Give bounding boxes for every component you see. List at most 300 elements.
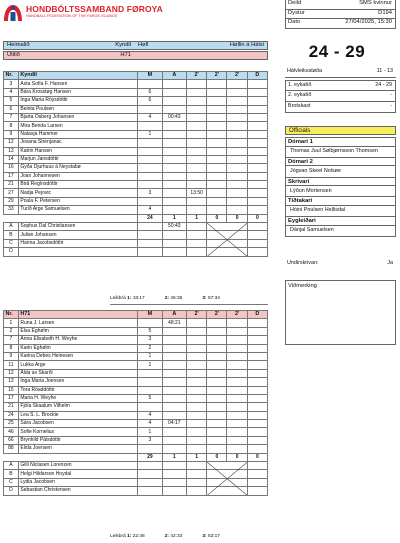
player-name: Inga Maria Róysdóttir xyxy=(18,97,137,105)
table-row xyxy=(4,361,268,369)
stat-cell xyxy=(138,378,162,386)
staff-row xyxy=(4,248,268,256)
col-header: 2' xyxy=(227,311,247,319)
stat-cell xyxy=(207,172,227,180)
stat-cell xyxy=(247,130,267,138)
stat-cell xyxy=(247,181,267,189)
stat-value: - xyxy=(390,92,392,99)
stat-cell xyxy=(247,411,267,419)
staff-name: Gilli Niclasen Lorenzen xyxy=(18,462,137,470)
away-player-table xyxy=(3,310,268,496)
stat-cell xyxy=(247,403,267,411)
total-cell: 1 xyxy=(162,453,186,461)
stat-cell xyxy=(207,336,227,344)
stat-cell xyxy=(227,88,247,96)
staff-cell xyxy=(138,231,162,239)
table-row xyxy=(4,122,268,130)
timeout-time: 46:35 xyxy=(170,296,183,301)
total-cell: 0 xyxy=(207,214,227,222)
player-name: Asta Sofía F. Hansen xyxy=(18,80,137,88)
staff-cell xyxy=(247,239,267,247)
away-label: Útilið xyxy=(7,51,20,58)
stat-cell xyxy=(207,206,227,214)
stat-cell xyxy=(162,344,186,352)
stat-key: 1. eykatíð xyxy=(288,81,312,88)
stat-cell xyxy=(207,361,227,369)
stat-cell xyxy=(207,394,227,402)
stat-cell xyxy=(247,394,267,402)
stat-cell xyxy=(227,122,247,130)
signature-value: Ja xyxy=(387,259,393,266)
stat-cell xyxy=(187,113,207,121)
table-row xyxy=(4,445,268,453)
info-value: D194 xyxy=(378,9,392,16)
staff-row xyxy=(4,231,268,239)
stat-cell xyxy=(227,445,247,453)
staff-letter: C xyxy=(4,478,19,486)
player-number: 7 xyxy=(4,113,19,121)
stat-cell xyxy=(207,369,227,377)
player-number: 8 xyxy=(4,344,19,352)
stat-cell xyxy=(187,181,207,189)
staff-cell xyxy=(247,470,267,478)
stat-cell xyxy=(138,369,162,377)
table-header-row xyxy=(4,311,268,319)
stat-cell: 4 xyxy=(138,420,162,428)
match-stats xyxy=(285,67,396,113)
player-name: Lea S. L. Brockie xyxy=(18,411,137,419)
staff-cell xyxy=(247,223,267,231)
stat-cell xyxy=(207,327,227,335)
table-row xyxy=(4,189,268,197)
staff-name: Hanna Jacobsdóttir xyxy=(18,239,137,247)
total-cell: 24 xyxy=(138,214,162,222)
stat-cell xyxy=(207,420,227,428)
stat-cell xyxy=(162,445,186,453)
stat-cell xyxy=(187,386,207,394)
staff-letter: D xyxy=(4,487,19,495)
stat-cell xyxy=(227,155,247,163)
table-row xyxy=(4,411,268,419)
staff-cross-cell xyxy=(207,231,247,239)
stat-cell xyxy=(247,344,267,352)
staff-cell xyxy=(138,478,162,486)
player-number: 17 xyxy=(4,394,19,402)
player-name: Poula F. Petersen xyxy=(18,197,137,205)
match-info-box xyxy=(285,0,396,29)
col-header: D xyxy=(247,311,267,319)
totals-row xyxy=(4,453,268,461)
table-row xyxy=(4,130,268,138)
stat-cell xyxy=(162,139,186,147)
player-name: Karina Debes Heinesen xyxy=(18,352,137,360)
stat-cell: 1 xyxy=(138,361,162,369)
stat-cell xyxy=(187,147,207,155)
stat-cell xyxy=(187,206,207,214)
stat-cell xyxy=(187,172,207,180)
stat-cell xyxy=(247,336,267,344)
stat-cell xyxy=(227,113,247,121)
staff-cell xyxy=(187,478,207,486)
player-number: 13 xyxy=(4,147,19,155)
stat-cell xyxy=(162,105,186,113)
stat-cell xyxy=(247,155,267,163)
staff-cell xyxy=(187,248,207,256)
player-name: Elsa Eghølm xyxy=(18,327,137,335)
stat-cell xyxy=(162,436,186,444)
player-name: Jovana Strenjanac xyxy=(18,139,137,147)
player-number: 9 xyxy=(4,130,19,138)
staff-row xyxy=(4,470,268,478)
timeout-item xyxy=(110,535,145,540)
stat-cell xyxy=(162,130,186,138)
stat-key: Hálvleiksstøða xyxy=(287,68,323,75)
stat-cell xyxy=(162,386,186,394)
timeout-item xyxy=(165,535,183,540)
stat-cell xyxy=(162,197,186,205)
player-number: 66 xyxy=(4,436,19,444)
stat-cell xyxy=(207,403,227,411)
home-timeouts xyxy=(110,297,220,302)
player-number: 17 xyxy=(4,172,19,180)
table-row xyxy=(4,327,268,335)
player-name: Natasja Hammer xyxy=(18,130,137,138)
player-name: Alda av Skarði xyxy=(18,369,137,377)
table-row xyxy=(4,80,268,88)
table-row xyxy=(4,386,268,394)
stat-cell xyxy=(187,445,207,453)
stat-cell xyxy=(247,420,267,428)
stat-cell xyxy=(247,206,267,214)
stat-row xyxy=(285,80,396,91)
stat-cell xyxy=(162,336,186,344)
stat-cell xyxy=(207,80,227,88)
staff-cell xyxy=(247,478,267,486)
stat-cell xyxy=(227,344,247,352)
stat-cell xyxy=(227,319,247,327)
timeout-time: 57:34 xyxy=(207,296,220,301)
stat-cell xyxy=(247,105,267,113)
staff-name: Sophus Dal Christiansen xyxy=(18,223,137,231)
player-number: 7 xyxy=(4,336,19,344)
home-team-name: Høll xyxy=(138,41,149,48)
player-name: Fjóla Skaalum Vilhelm xyxy=(18,403,137,411)
stat-cell xyxy=(187,394,207,402)
staff-name: Sebastian Christensen xyxy=(18,487,137,495)
stat-cell xyxy=(227,411,247,419)
stat-cell xyxy=(138,197,162,205)
stat-key: 2. eykatíð xyxy=(288,92,312,99)
player-number: 88 xyxy=(4,445,19,453)
staff-cell xyxy=(138,462,162,470)
stat-cell xyxy=(227,97,247,105)
stat-cell xyxy=(207,181,227,189)
col-header: Á xyxy=(162,311,186,319)
remarks-label: Viðmerking xyxy=(288,283,317,289)
player-number: 24 xyxy=(4,411,19,419)
stat-cell xyxy=(162,394,186,402)
official-name: Jógvan Skeel Nolsøe xyxy=(286,166,395,177)
stat-cell xyxy=(227,80,247,88)
staff-cell xyxy=(187,462,207,470)
stat-cell xyxy=(162,206,186,214)
stat-cell xyxy=(207,189,227,197)
player-number: 8 xyxy=(4,122,19,130)
staff-row xyxy=(4,239,268,247)
player-name: Bjarta Osberg Johansen xyxy=(18,113,137,121)
table-row xyxy=(4,155,268,163)
staff-letter: D xyxy=(4,248,19,256)
stat-cell xyxy=(227,436,247,444)
stat-cell xyxy=(162,428,186,436)
table-row xyxy=(4,172,268,180)
staff-cell xyxy=(247,487,267,495)
table-header-row xyxy=(4,72,268,80)
stat-cell xyxy=(227,197,247,205)
player-number: 3 xyxy=(4,80,19,88)
stat-cell xyxy=(207,164,227,172)
stat-cell xyxy=(162,369,186,377)
stat-cell xyxy=(207,105,227,113)
stat-cell xyxy=(227,327,247,335)
stat-cell xyxy=(227,189,247,197)
total-cell: 1 xyxy=(187,214,207,222)
stat-cell: 4 xyxy=(138,206,162,214)
org-name: HONDBÓLTSSAMBAND FØROYA xyxy=(26,4,163,14)
stat-cell xyxy=(227,181,247,189)
stat-cell xyxy=(227,139,247,147)
timeout-number: 1: xyxy=(127,534,133,539)
stat-cell: 6 xyxy=(138,97,162,105)
col-nr: Nr. xyxy=(4,72,19,80)
col-header: D xyxy=(247,72,267,80)
player-name: Karin Eghølm xyxy=(18,344,137,352)
col-header: M xyxy=(138,72,162,80)
stat-cell xyxy=(187,164,207,172)
stat-cell xyxy=(162,181,186,189)
home-label: Heimalið xyxy=(7,41,30,48)
total-cell: 0 xyxy=(247,214,267,222)
table-row xyxy=(4,336,268,344)
stat-cell xyxy=(138,122,162,130)
table-row xyxy=(4,147,268,155)
info-value: SMS kvinnur xyxy=(359,0,392,7)
col-team: Kyndil xyxy=(18,72,137,80)
player-name: Runa J. Larsen xyxy=(18,319,137,327)
stat-cell: 4 xyxy=(138,113,162,121)
staff-name: Julian Johansen xyxy=(18,231,137,239)
staff-cross-cell xyxy=(207,487,247,495)
stat-cell xyxy=(187,344,207,352)
stat-cell: 5 xyxy=(138,394,162,402)
timeout-item xyxy=(202,535,220,540)
timeout-time: 22:48 xyxy=(132,534,145,539)
table-row xyxy=(4,113,268,121)
staff-cell xyxy=(247,248,267,256)
stat-key: Brotskast xyxy=(288,103,311,110)
stat-cell: 00:43 xyxy=(162,113,186,121)
stat-cell xyxy=(247,113,267,121)
timeout-number: 2: xyxy=(164,534,171,539)
stat-cell xyxy=(187,420,207,428)
stat-cell xyxy=(247,147,267,155)
staff-cell xyxy=(187,487,207,495)
staff-cell xyxy=(138,239,162,247)
timeout-item xyxy=(165,297,183,302)
player-name: Marjun Jansdóttir xyxy=(18,155,137,163)
stat-cell xyxy=(247,164,267,172)
total-cell: 0 xyxy=(227,453,247,461)
staff-name: Helgi Hildarson Hoydal xyxy=(18,470,137,478)
stat-cell xyxy=(162,147,186,155)
timeout-number: 3: xyxy=(202,296,208,301)
stat-cell xyxy=(187,319,207,327)
stat-cell xyxy=(187,105,207,113)
table-row xyxy=(4,420,268,428)
timeout-number: 1: xyxy=(127,296,133,301)
stat-cell xyxy=(247,189,267,197)
stat-cell xyxy=(187,80,207,88)
stat-cell xyxy=(138,139,162,147)
player-name: Inga Maria Joensen xyxy=(18,378,137,386)
home-team-bar xyxy=(3,41,268,50)
officials-list xyxy=(285,137,396,237)
stat-cell xyxy=(207,319,227,327)
stat-cell xyxy=(207,139,227,147)
info-row xyxy=(286,19,395,29)
stat-cell xyxy=(247,97,267,105)
staff-row xyxy=(4,478,268,486)
stat-cell xyxy=(227,352,247,360)
player-name: Joan Johannesen xyxy=(18,172,137,180)
stat-cell: 04:17 xyxy=(162,420,186,428)
official-name: Lýðun Mortensen xyxy=(286,186,395,197)
staff-cell xyxy=(162,231,186,239)
signature-label: Undirskrivan: xyxy=(287,259,319,266)
player-name: Birã Regínsdóttir xyxy=(18,181,137,189)
stat-cell xyxy=(187,122,207,130)
stat-cell xyxy=(247,80,267,88)
stat-cell xyxy=(138,147,162,155)
stat-cell xyxy=(227,130,247,138)
player-number: 11 xyxy=(4,361,19,369)
stat-cell: 3 xyxy=(138,436,162,444)
player-number: 6 xyxy=(4,105,19,113)
staff-letter: B xyxy=(4,231,19,239)
official-role: Skrivari xyxy=(286,178,395,187)
remarks-box xyxy=(285,280,396,345)
player-name: Gyða Djurhuus á Neystabø xyxy=(18,164,137,172)
stat-cell xyxy=(247,436,267,444)
table-row xyxy=(4,403,268,411)
staff-cell: 50:43 xyxy=(162,223,186,231)
venue-name: Høllin á Hálsi xyxy=(229,41,264,48)
stat-cell xyxy=(187,139,207,147)
col-team: H71 xyxy=(18,311,137,319)
stat-cell xyxy=(187,428,207,436)
stat-cell: 3 xyxy=(138,189,162,197)
stat-cell xyxy=(207,428,227,436)
stat-cell xyxy=(187,369,207,377)
stat-cell: 3 xyxy=(138,336,162,344)
stat-value: 11 - 13 xyxy=(376,68,393,75)
player-number: 12 xyxy=(4,369,19,377)
stat-cell xyxy=(162,403,186,411)
staff-cell xyxy=(162,487,186,495)
staff-cross-cell xyxy=(207,223,247,231)
player-name: Brynhild Pálsdóttir xyxy=(18,436,137,444)
stat-cell xyxy=(207,88,227,96)
table-row xyxy=(4,88,268,96)
table-row xyxy=(4,428,268,436)
stat-cell xyxy=(207,122,227,130)
total-cell: 0 xyxy=(227,214,247,222)
player-name: Turið Arge Samuelsen xyxy=(18,206,137,214)
stat-cell xyxy=(227,386,247,394)
stat-cell xyxy=(162,80,186,88)
info-value: 27/04/2025, 15:30 xyxy=(345,19,392,26)
player-number: 27 xyxy=(4,189,19,197)
timeout-number: 2: xyxy=(164,296,171,301)
player-number: 15 xyxy=(4,386,19,394)
stat-cell xyxy=(247,88,267,96)
info-key: Dato xyxy=(288,19,301,26)
total-cell: 1 xyxy=(187,453,207,461)
info-key: Dystur xyxy=(288,9,305,16)
timeout-item xyxy=(202,297,220,302)
stat-cell xyxy=(227,369,247,377)
stat-cell xyxy=(227,105,247,113)
player-number: 5 xyxy=(4,97,19,105)
stat-cell xyxy=(162,164,186,172)
player-number: 14 xyxy=(4,155,19,163)
player-name: Lukka Arge xyxy=(18,361,137,369)
stat-cell xyxy=(247,139,267,147)
stat-cell xyxy=(227,420,247,428)
stat-cell xyxy=(187,403,207,411)
stat-cell xyxy=(207,97,227,105)
stat-cell xyxy=(207,378,227,386)
player-name: Sofie Kornelius xyxy=(18,428,137,436)
stat-cell xyxy=(247,327,267,335)
stat-cell xyxy=(247,319,267,327)
col-nr: Nr. xyxy=(4,311,19,319)
info-row xyxy=(286,0,395,10)
timeout-time: 18:17 xyxy=(132,296,145,301)
col-header: 2' xyxy=(207,311,227,319)
table-row xyxy=(4,436,268,444)
staff-cross-cell xyxy=(207,239,247,247)
col-header: 2' xyxy=(207,72,227,80)
player-number: 12 xyxy=(4,139,19,147)
staff-cell xyxy=(187,470,207,478)
timeout-item xyxy=(110,297,145,302)
player-number: 13 xyxy=(4,378,19,386)
player-number: 9 xyxy=(4,352,19,360)
player-number: 4 xyxy=(4,88,19,96)
stat-cell xyxy=(187,361,207,369)
officials-title: Officials xyxy=(285,126,396,135)
staff-cross-cell xyxy=(207,470,247,478)
stat-cell xyxy=(247,445,267,453)
staff-row xyxy=(4,223,268,231)
home-player-table xyxy=(3,71,268,257)
staff-letter: A xyxy=(4,223,19,231)
stat-cell xyxy=(162,411,186,419)
stat-row xyxy=(285,102,396,113)
stat-cell xyxy=(247,122,267,130)
player-name: Anna Elisabeth H. Weyhe xyxy=(18,336,137,344)
